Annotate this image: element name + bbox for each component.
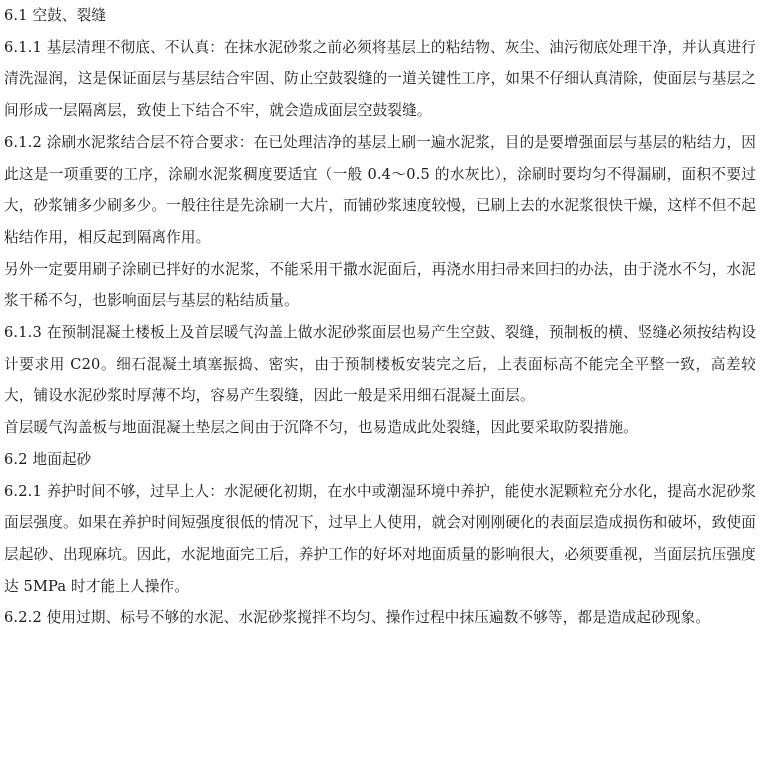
paragraph: 6.2.1 养护时间不够，过早上人：水泥硬化初期，在水中或潮湿环境中养护，能使水泥颗粒充分水化，提高水泥砂浆面层强度。如果在养护时间短强度很低的情况下，过早上人使用，就会对刚刚硬化的表面层造成损伤和破坏，致使面层起砂、出现麻坑。因此，水泥地面完工后，养护工作的好坏对地面质量的影响很大，必须要重视，当面层抗压强度达 5MPa 时才能上人操作。 <box>4 482 756 595</box>
paragraph: 6.2.2 使用过期、标号不够的水泥、水泥砂浆搅拌不均匀、操作过程中抹压遍数不够等，都是造成起砂现象。 <box>4 609 711 627</box>
paragraph: 首层暖气沟盖板与地面混凝土垫层之间由于沉降不匀，也易造成此处裂缝，因此要采取防裂措施。 <box>4 419 638 437</box>
paragraph: 6.1.1 基层清理不彻底、不认真：在抹水泥砂浆之前必须将基层上的粘结物、灰尘、油污彻底处理干净，并认真进行清洗湿润，这是保证面层与基层结合牢固、防止空鼓裂缝的一道关键性工序，如果不仔细认真清除，使面层与基层之间形成一层隔离层，致使上下结合不牢，就会造成面层空鼓裂缝。 <box>4 38 756 120</box>
paragraph: 另外一定要用刷子涂刷已拌好的水泥浆，不能采用干撒水泥面后，再浇水用扫帚来回扫的办法，由于浇水不匀，水泥浆干稀不匀，也影响面层与基层的粘结质量。 <box>4 260 756 310</box>
paragraph: 6.1.3 在预制混凝土楼板上及首层暖气沟盖上做水泥砂浆面层也易产生空鼓、裂缝，预制板的横、竖缝必须按结构设计要求用 C20。细石混凝土填塞振捣、密实，由于预制楼板安装完之后，上表面标高不能完全平整一致，高差较大，铺设水泥砂浆时厚薄不均，容易产生裂缝，因此一般是采用细石混凝土面层。 <box>4 324 756 405</box>
document-page <box>4 0 756 634</box>
section-heading: 6.2 地面起砂 <box>4 450 92 468</box>
paragraph: 6.1.2 涂刷水泥浆结合层不符合要求：在已处理洁净的基层上刷一遍水泥浆，目的是要增强面层与基层的粘结力，因此这是一项重要的工序，涂刷水泥浆稠度要适宜（一般 0.4～0.5 的水灰比），涂刷时要均匀不得漏刷，面积不要过大，砂浆铺多少刷多少。一般往往是先涂刷一大片，而铺砂浆速度较慢，已刷上去的水泥浆很快干燥，这样不但不起粘结作用，相反起到隔离作用。 <box>4 133 756 246</box>
section-heading: 6.1 空鼓、裂缝 <box>4 7 107 24</box>
